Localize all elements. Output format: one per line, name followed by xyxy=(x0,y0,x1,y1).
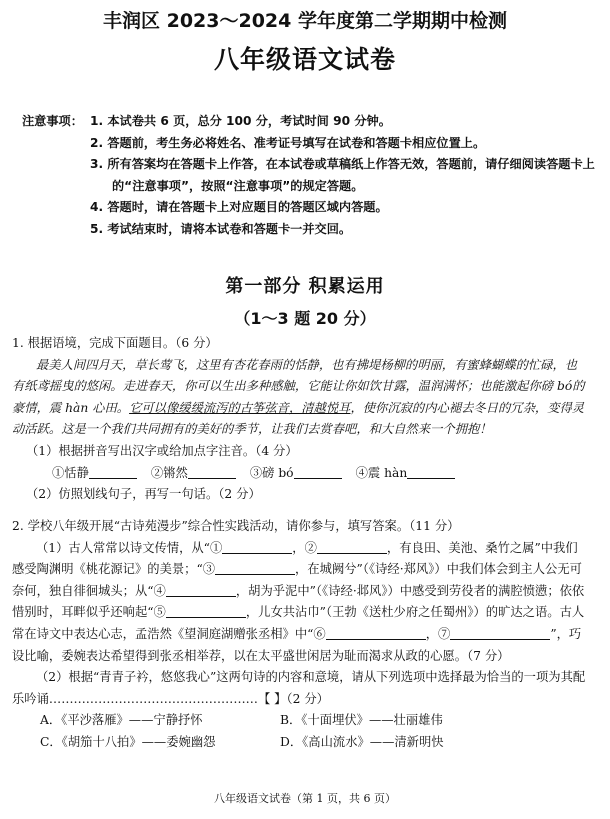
notes-item: 4. 答题时，请在答题卡上对应题目的答题区域内答题。 xyxy=(90,200,388,214)
answer-blank[interactable] xyxy=(89,465,137,479)
notes-item: 3. 所有答案均在答题卡上作答，在本试卷或草稿纸上作答无效，答题前，请仔细阅读答题卡上的“注意事项”，按照“注意事项”的规定答题。 xyxy=(90,157,595,193)
q2-option-a[interactable]: A．《平沙落雁》——宁静抒怀 xyxy=(40,713,203,728)
answer-blank[interactable] xyxy=(450,626,550,640)
answer-blank[interactable] xyxy=(294,465,342,479)
q2-text: （1）古人常常以诗文传情，从“① xyxy=(36,540,223,555)
q1-blank-label: ①恬静 xyxy=(52,465,89,480)
q1-passage-a: 最美人间四月天，草长莺飞，这里有杏花春雨的恬静，也有拂堤杨柳的明丽，有蜜蜂蝴蝶的忙碌，也有纸鸢摇曳的悠闲。走进春天，你可以生出多种感触，它能让你如饮甘露，温润满怀；也能激起你磅 bó的豪情，震 hàn 心田。 xyxy=(12,357,585,415)
q1-sub2: （2）仿照划线句子，再写一句话。（2 分） xyxy=(26,487,261,502)
q1-blank-item xyxy=(151,463,236,485)
q1-blank-label: ②锵然 xyxy=(150,465,188,480)
answer-blank[interactable] xyxy=(222,540,292,554)
q1-blank-item xyxy=(250,463,342,485)
answer-blank[interactable] xyxy=(326,626,426,640)
answer-blank[interactable] xyxy=(407,465,455,479)
answer-blank[interactable] xyxy=(215,561,295,575)
q2-text: ，有良田、美池、桑竹之属”中我们感受陶渊明《桃花源记》的美景；“③ xyxy=(12,540,578,577)
notes-label: 注意事项： xyxy=(22,114,83,128)
exam-title-line2: 八年级语文试卷 xyxy=(213,45,396,74)
q2-text: ，儿女共沾巾”（王勃《送杜少府之任蜀州》）的旷达之语。古人常在诗文中表达心志，孟浩然《望洞庭湖赠张丞相》中“⑥ xyxy=(12,605,585,641)
q2-text: ，② xyxy=(292,540,317,555)
q2-text: ”，巧设比喻，委婉表达希望得到张丞相举荐，以在太平盛世闲居为耻而渴求从政的心愿。（7 分） xyxy=(12,626,582,663)
answer-blank[interactable] xyxy=(166,604,246,618)
answer-blank[interactable] xyxy=(317,540,387,554)
notes-item: 1. 本试卷共 6 页，总分 100 分，考试时间 90 分钟。 xyxy=(90,114,391,128)
question-1 xyxy=(12,333,587,506)
q2-part2: （2）根据“青青子衿，悠悠我心”这两句诗的内容和意境，请从下列选项中选择最为恰当的一项为其配乐吟诵……………………………………………【 】（2 分） xyxy=(12,670,586,706)
q1-blank-label: ③磅 bó xyxy=(249,465,294,480)
q2-text: ，在城阙兮”（《诗经·郑风》）中我们体会到主人公无可奈何，独自徘徊城头；从“④ xyxy=(12,562,582,598)
q2-option-c[interactable]: C．《胡笳十八拍》——委婉幽怨 xyxy=(40,734,216,749)
q1-blank-item xyxy=(356,463,456,485)
q1-passage-b: ，使你沉寂的内心褪去冬日的冗杂，变得灵动活跃。这是一个我们共同拥有的美好的季节，让我们去赏春吧，和大自然来一个拥抱！ xyxy=(12,400,585,437)
q2-option-b[interactable]: B．《十面埋伏》——壮丽雄伟 xyxy=(280,713,443,728)
section-subtitle: （1～3 题 20 分） xyxy=(234,309,376,328)
q1-blanks-row xyxy=(12,463,587,485)
q1-sub1: （1）根据拼音写出汉字或给加点字注音。（4 分） xyxy=(26,443,298,458)
q1-stem: 1. 根据语境，完成下面题目。（6 分） xyxy=(12,336,218,350)
q2-stem: 2. 学校八年级开展“古诗苑漫步”综合性实践活动，请你参与，填写答案。（11 分） xyxy=(12,519,460,533)
q2-option-d[interactable]: D．《高山流水》——清新明快 xyxy=(280,734,444,749)
notes-block xyxy=(22,111,600,240)
q2-part1 xyxy=(12,538,587,668)
question-2 xyxy=(12,516,587,754)
notes-list xyxy=(22,111,600,240)
notes-item: 5. 考试结束时，请将本试卷和答题卡一并交回。 xyxy=(90,221,352,236)
q2-text: ，⑦ xyxy=(425,626,451,641)
answer-blank[interactable] xyxy=(188,465,236,479)
q1-underlined-sentence: 它可以像缓缓流泻的古筝弦音，清越悦耳 xyxy=(129,400,351,415)
q1-passage xyxy=(12,355,587,441)
answer-blank[interactable] xyxy=(166,583,236,597)
q1-blank-label: ④震 hàn xyxy=(355,465,408,480)
page-footer: 八年级语文试卷（第 1 页，共 6 页） xyxy=(214,792,396,805)
q2-text: ，胡为乎泥中”（《诗经·邶风》）中感受到劳役者的满腔愤懑；依依惜别时，耳畔似乎还响起“⑤ xyxy=(12,583,585,620)
q2-options xyxy=(12,710,587,753)
exam-title-line1: 丰润区 2023～2024 学年度第二学期期中检测 xyxy=(103,10,507,32)
notes-item: 2. 答题前，考生务必将姓名、准考证号填写在试卷和答题卡相应位置上。 xyxy=(90,135,486,150)
section-title: 第一部分 积累运用 xyxy=(225,276,385,297)
q1-blank-item xyxy=(52,463,137,485)
